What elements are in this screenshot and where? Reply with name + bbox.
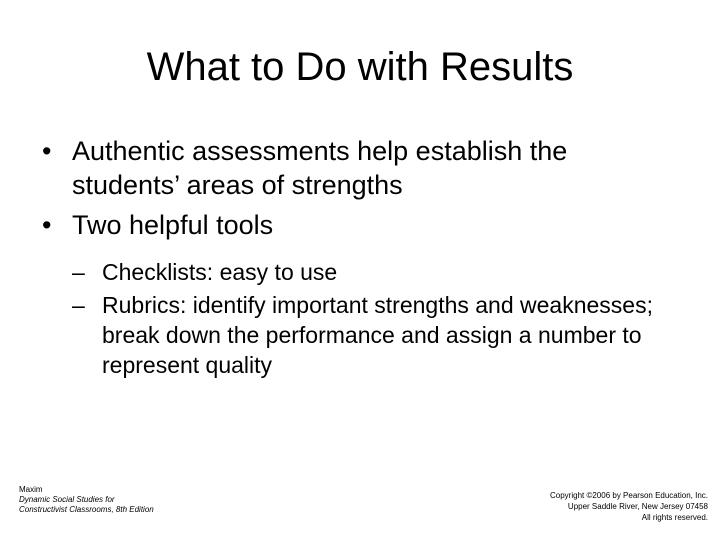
sub-bullet-marker: –	[72, 292, 85, 318]
sub-bullet-text: Rubrics: identify important strengths and weaknesses; break down the performance and assign a number to represent quality	[102, 292, 653, 378]
bullet-list	[40, 134, 680, 248]
copyright-line2: Upper Saddle River, New Jersey 07458	[567, 502, 708, 511]
footer-author: Maxim	[19, 485, 43, 494]
footer-book-title-line1: Dynamic Social Studies for	[19, 495, 115, 504]
copyright-line3: All rights reserved.	[641, 513, 708, 522]
footer-copyright	[550, 490, 708, 523]
bullet-marker: •	[42, 210, 52, 240]
sub-bullet-item	[72, 290, 672, 380]
copyright-line1: Copyright ©2006 by Pearson Education, Inc.	[550, 491, 708, 500]
bullet-item	[40, 208, 680, 242]
slide-title: What to Do with Results	[146, 45, 574, 89]
sub-bullet-item	[72, 257, 672, 287]
bullet-marker: •	[42, 136, 52, 166]
sub-bullet-marker: –	[72, 259, 85, 285]
bullet-text: Authentic assessments help establish the students’ areas of strengths	[72, 136, 568, 200]
bullet-text: Two helpful tools	[72, 210, 274, 240]
footer-book-title-line2: Constructivist Classrooms, 8th Edition	[19, 505, 154, 514]
footer-citation	[19, 485, 154, 515]
sub-bullet-text: Checklists: easy to use	[102, 259, 338, 285]
sub-bullet-list	[72, 257, 672, 383]
bullet-item	[40, 134, 680, 202]
